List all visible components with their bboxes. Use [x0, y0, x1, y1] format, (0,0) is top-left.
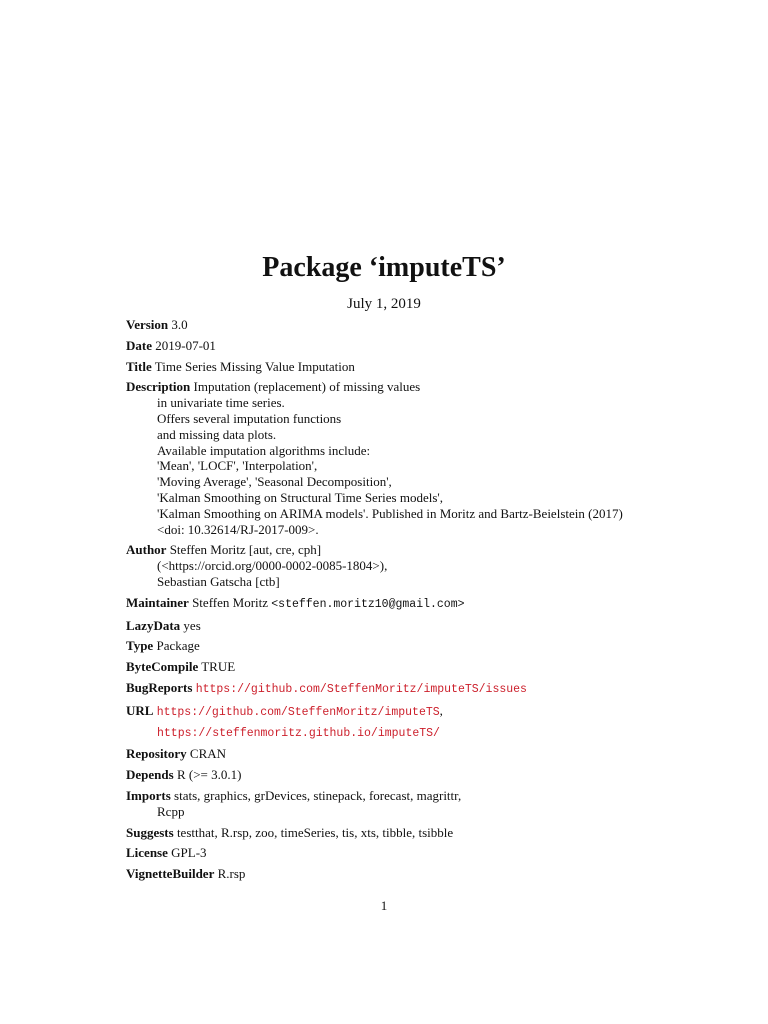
field-value: testthat, R.rsp, zoo, timeSeries, tis, xts, tibble, tsibble: [176, 824, 454, 840]
field-key: Repository: [126, 746, 187, 762]
field-value-line: Sebastian Gatscha [ctb]: [157, 573, 280, 589]
field-value-line: Available imputation algorithms include:: [157, 442, 371, 458]
field-key: Author: [126, 542, 167, 558]
field-value-line: 'Mean', 'LOCF', 'Interpolation',: [157, 458, 318, 474]
field-key: URL: [126, 702, 154, 718]
field-value: R (>= 3.0.1): [176, 767, 242, 783]
field-key: Version: [126, 317, 169, 332]
field-value-line: Rcpp: [157, 803, 185, 819]
field-author: [126, 542, 746, 589]
field-value-line: 'Moving Average', 'Seasonal Decomposition',: [157, 474, 392, 490]
field-value: stats, graphics, grDevices, stinepack, forecast, magrittr,: [174, 787, 462, 803]
field-value: 2019-07-01: [155, 337, 216, 353]
field-value: GPL-3: [171, 845, 207, 861]
field-vignettebuilder: [126, 866, 746, 882]
field-lazydata: [126, 618, 746, 634]
description-fields: [126, 317, 746, 887]
field-value-line: in univariate time series.: [157, 395, 285, 411]
field-key: BugReports: [126, 679, 193, 695]
field-value: Steffen Moritz [aut, cre, cph]: [169, 542, 322, 558]
field-key: Type: [126, 638, 154, 654]
field-version: [126, 317, 746, 333]
field-description: [126, 379, 746, 537]
field-bugreports: [126, 680, 746, 698]
url-separator: ,: [439, 702, 443, 718]
field-imports: [126, 788, 746, 820]
field-maintainer: [126, 595, 746, 613]
maintainer-name: Steffen Moritz: [192, 594, 269, 610]
field-key: Date: [126, 337, 152, 353]
package-title: Package ‘imputeTS’: [262, 252, 506, 283]
field-repository: [126, 746, 746, 762]
field-key: Suggests: [126, 824, 174, 840]
field-value: R.rsp: [217, 866, 246, 882]
field-key: ByteCompile: [126, 659, 199, 675]
field-url: [126, 703, 746, 742]
field-value-line: Offers several imputation functions: [157, 410, 342, 426]
field-key: Depends: [126, 767, 174, 783]
page-number: 1: [380, 898, 388, 913]
field-value-line: 'Kalman Smoothing on Structural Time Series models',: [157, 489, 443, 505]
field-key: Title: [126, 358, 152, 374]
field-value: TRUE: [201, 659, 236, 675]
field-key: License: [126, 845, 168, 861]
field-key: VignetteBuilder: [126, 866, 215, 882]
bugreports-link[interactable]: https://github.com/SteffenMoritz/imputeTS/issues: [195, 682, 527, 696]
url-link-pages[interactable]: https://steffenmoritz.github.io/imputeTS/: [157, 726, 440, 740]
field-value: 3.0: [171, 317, 188, 332]
field-value: Imputation (replacement) of missing values: [193, 379, 421, 395]
field-depends: [126, 767, 746, 783]
field-date: [126, 338, 746, 354]
field-value-line: (<https://orcid.org/0000-0002-0085-1804>),: [157, 558, 388, 574]
field-value-line: <doi: 10.32614/RJ-2017-009>.: [157, 521, 319, 537]
field-value-line: 'Kalman Smoothing on ARIMA models'. Published in Moritz and Bartz-Beielstein (2017): [157, 505, 623, 521]
field-key: Maintainer: [126, 594, 189, 610]
field-key: LazyData: [126, 617, 181, 633]
field-value: Package: [156, 638, 200, 654]
field-license: [126, 845, 746, 861]
field-key: Imports: [126, 787, 171, 803]
field-value: yes: [183, 617, 201, 633]
maintainer-email[interactable]: <steffen.moritz10@gmail.com>: [271, 597, 465, 611]
field-bytecompile: [126, 659, 746, 675]
publication-date: July 1, 2019: [347, 296, 421, 312]
field-title: [126, 359, 746, 375]
field-value-line: and missing data plots.: [157, 426, 277, 442]
url-link-github[interactable]: https://github.com/SteffenMoritz/imputeTS: [156, 705, 440, 719]
field-value: CRAN: [189, 746, 227, 762]
field-value: Time Series Missing Value Imputation: [154, 358, 355, 374]
field-key: Description: [126, 379, 191, 395]
field-suggests: [126, 825, 746, 841]
field-type: [126, 638, 746, 654]
